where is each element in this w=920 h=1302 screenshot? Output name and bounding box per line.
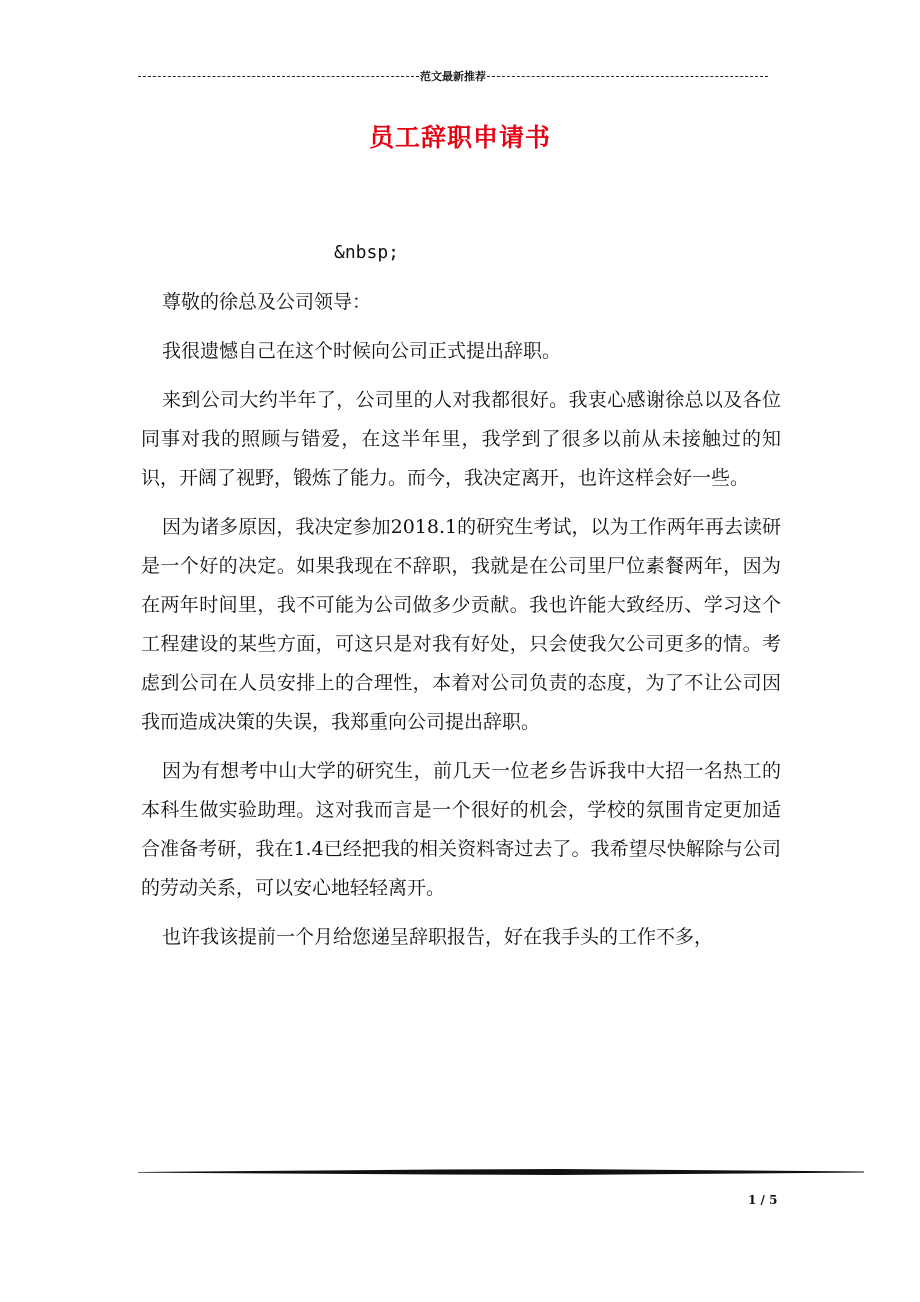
paragraph: 因为诸多原因，我决定参加2018.1的研究生考试，以为工作两年再去读研是一个好的决定。如果我现在不辞职，我就是在公司里尸位素餐两年，因为在两年时间里，我不可能为公司做多少贡献。我也许能大致经历、学习这个工程建设的某些方面，可这只是对我有好处，只会使我欠公司更多的情。考虑到公司在人员安排上的合理性，本着对公司负责的态度，为了不让公司因我而造成决策的失误，我郑重向公司提出辞职。 xyxy=(141,516,781,733)
paragraph: 因为有想考中山大学的研究生，前几天一位老乡告诉我中大招一名热工的本科生做实验助理。这对我而言是一个很好的机会，学校的氛围肯定更加适合准备考研，我在1.4已经把我的相关资料寄过去了。我希望尽快解除与公司的劳动关系，可以安心地轻轻离开。 xyxy=(141,760,781,899)
page-header xyxy=(138,68,768,84)
page-number: 1 / 5 xyxy=(748,1193,778,1207)
salutation: 尊敬的徐总及公司领导： xyxy=(162,291,372,313)
nbsp-artifact: &nbsp; xyxy=(334,242,400,263)
header-dash-right xyxy=(487,76,768,77)
header-text: 范文最新推荐 xyxy=(420,70,486,83)
paragraph: 来到公司大约半年了，公司里的人对我都很好。我衷心感谢徐总以及各位同事对我的照顾与错爱，在这半年里，我学到了很多以前从未接触过的知识，开阔了视野，锻炼了能力。而今，我决定离开，也许这样会好一些。 xyxy=(141,389,781,489)
paragraph: 我很遗憾自己在这个时候向公司正式提出辞职。 xyxy=(162,340,562,362)
footer-divider xyxy=(138,1168,864,1176)
header-dash-left xyxy=(138,76,419,77)
document-title: 员工辞职申请书 xyxy=(368,123,551,152)
document-body xyxy=(141,283,781,967)
paragraph: 也许我该提前一个月给您递呈辞职报告，好在我手头的工作不多， xyxy=(162,926,714,948)
